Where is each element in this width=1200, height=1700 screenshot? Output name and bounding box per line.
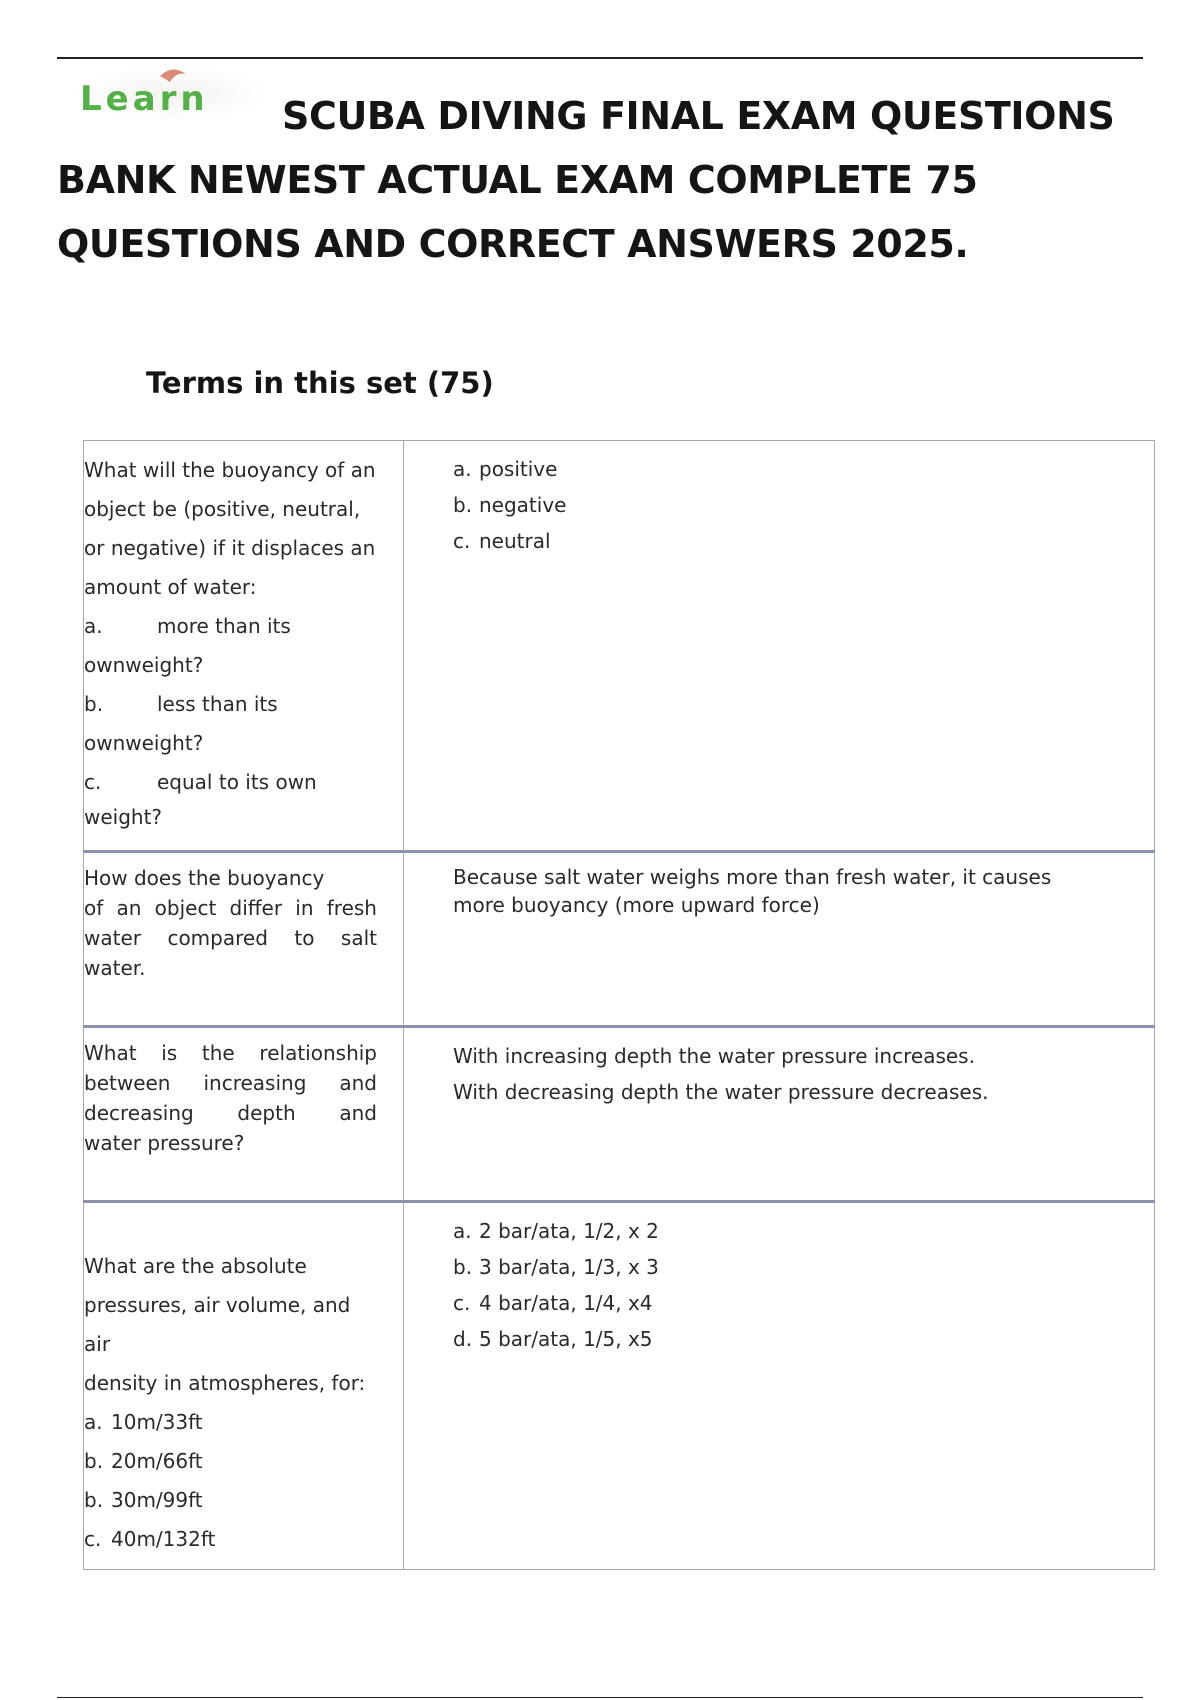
terms-table xyxy=(83,440,1155,1570)
answer-text: 3 bar/ata, 1/3, x 3 xyxy=(479,1255,659,1279)
question-line: decreasing depth and xyxy=(84,1101,377,1125)
question-item-cont: weight? xyxy=(84,805,163,829)
answer-marker: c. xyxy=(453,529,471,553)
item-marker: a. xyxy=(84,614,103,638)
question-line: What is the relationship xyxy=(84,1041,377,1065)
question-line: or negative) if it displaces an xyxy=(84,536,376,560)
answer-text: negative xyxy=(479,493,567,517)
answer-item xyxy=(453,451,1114,487)
answer-marker: b. xyxy=(453,493,473,517)
answer-marker: c. xyxy=(453,1291,471,1315)
question-line: between increasing and xyxy=(84,1071,377,1095)
question-line: pressures, air volume, and air xyxy=(84,1293,351,1356)
table-row xyxy=(84,852,1155,1027)
answer-item xyxy=(453,1321,1114,1357)
term-answer xyxy=(404,441,1155,852)
answer-marker: a. xyxy=(453,1219,472,1243)
item-marker: b. xyxy=(84,1449,104,1473)
item-text: equal to its own xyxy=(157,770,317,794)
answer-line: more buoyancy (more upward force) xyxy=(453,893,820,917)
title-line-3: QUESTIONS AND CORRECT ANSWERS 2025. xyxy=(57,222,969,266)
answer-text: 4 bar/ata, 1/4, x4 xyxy=(479,1291,653,1315)
item-text: less than its xyxy=(157,692,278,716)
question-line: How does the buoyancy xyxy=(84,866,325,890)
question-line: water. xyxy=(84,956,146,980)
item-marker: c. xyxy=(84,1527,102,1551)
terms-heading: Terms in this set (75) xyxy=(146,366,494,400)
item-marker: b. xyxy=(84,692,104,716)
term-question xyxy=(84,1027,404,1202)
question-line: What will the buoyancy of an xyxy=(84,458,376,482)
term-question xyxy=(84,852,404,1027)
term-question xyxy=(84,441,404,852)
item-marker: c. xyxy=(84,770,102,794)
question-item xyxy=(84,763,377,802)
answer-item xyxy=(453,1285,1114,1321)
title-line-2: BANK NEWEST ACTUAL EXAM COMPLETE 75 xyxy=(57,158,978,202)
answer-marker: d. xyxy=(453,1327,473,1351)
table-row xyxy=(84,1202,1155,1570)
question-line: water pressure? xyxy=(84,1131,245,1155)
item-marker: a. xyxy=(84,1410,103,1434)
question-item xyxy=(84,607,377,646)
item-text: 30m/99ft xyxy=(111,1488,203,1512)
item-marker: b. xyxy=(84,1488,104,1512)
answer-item xyxy=(453,487,1114,523)
answer-line: With increasing depth the water pressure increases. xyxy=(453,1044,975,1068)
title-line-1: SCUBA DIVING FINAL EXAM QUESTIONS xyxy=(282,94,1115,138)
question-line: density in atmospheres, for: xyxy=(84,1371,366,1395)
answer-text: 5 bar/ata, 1/5, x5 xyxy=(479,1327,653,1351)
answer-line: With decreasing depth the water pressure decreases. xyxy=(453,1080,989,1104)
answer-text: 2 bar/ata, 1/2, x 2 xyxy=(479,1219,659,1243)
document-title xyxy=(57,84,1147,276)
table-row xyxy=(84,1027,1155,1202)
question-item xyxy=(84,1403,377,1442)
logo-text: Learn xyxy=(80,79,209,119)
term-question xyxy=(84,1202,404,1570)
answer-marker: b. xyxy=(453,1255,473,1279)
bottom-rule xyxy=(57,1697,1143,1698)
question-item xyxy=(84,1442,377,1481)
top-rule xyxy=(57,57,1143,59)
item-text: more than its xyxy=(157,614,291,638)
table-row xyxy=(84,441,1155,852)
item-text: 20m/66ft xyxy=(111,1449,203,1473)
item-text: 10m/33ft xyxy=(111,1410,203,1434)
question-line: water compared to salt xyxy=(84,926,377,950)
answer-line: Because salt water weighs more than fresh water, it causes xyxy=(453,865,1052,889)
question-line: amount of water: xyxy=(84,575,257,599)
question-item xyxy=(84,1481,377,1520)
question-item-cont: ownweight? xyxy=(84,731,204,755)
item-text: 40m/132ft xyxy=(111,1527,216,1551)
question-item xyxy=(84,685,377,724)
answer-text: positive xyxy=(479,457,558,481)
question-line: What are the absolute xyxy=(84,1254,307,1278)
answer-marker: a. xyxy=(453,457,472,481)
answer-text: neutral xyxy=(479,529,551,553)
question-item-cont: ownweight? xyxy=(84,653,204,677)
answer-item xyxy=(453,1249,1114,1285)
term-answer xyxy=(404,1027,1155,1202)
question-item xyxy=(84,1520,377,1559)
answer-item xyxy=(453,523,1114,559)
answer-item xyxy=(453,1213,1114,1249)
term-answer xyxy=(404,1202,1155,1570)
question-line: of an object differ in fresh xyxy=(84,896,377,920)
term-answer xyxy=(404,852,1155,1027)
question-line: object be (positive, neutral, xyxy=(84,497,361,521)
